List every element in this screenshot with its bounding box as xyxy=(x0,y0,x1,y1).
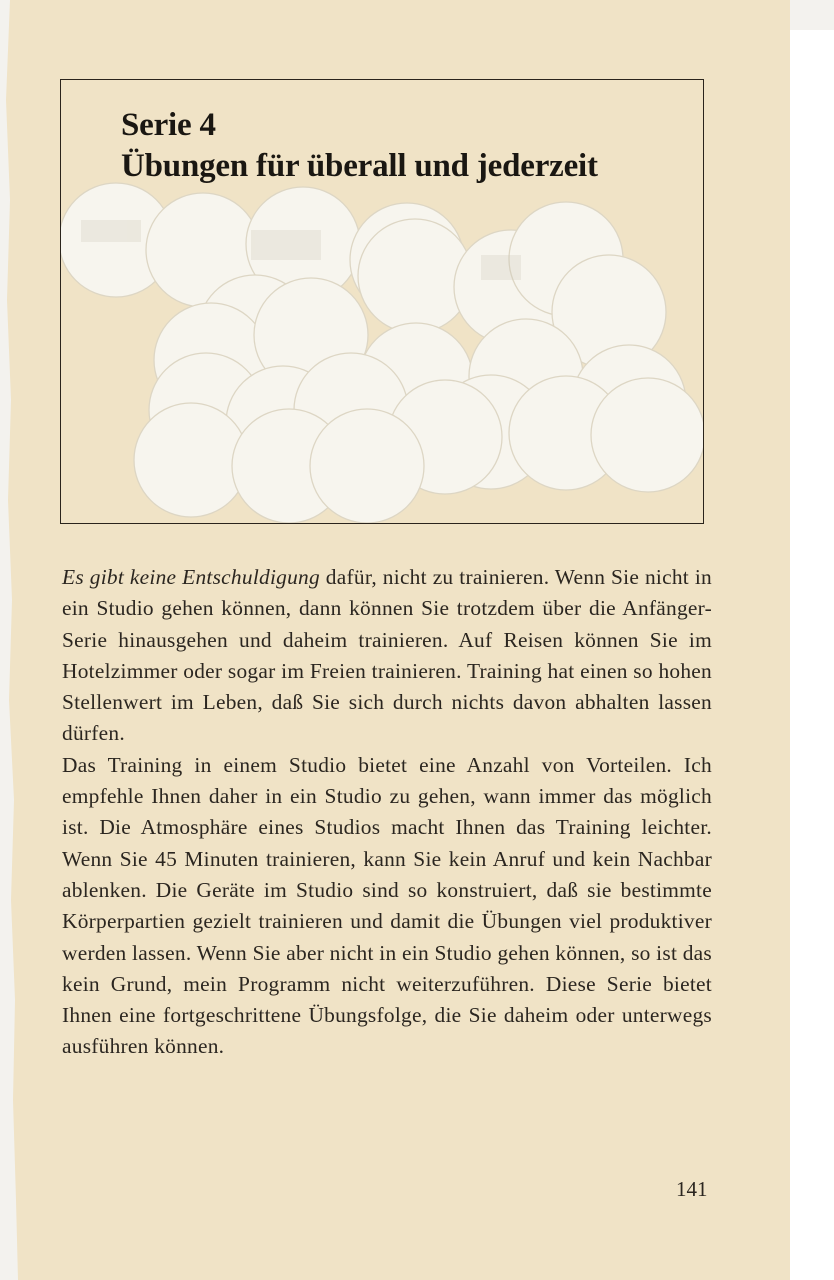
series-label: Serie 4 xyxy=(121,107,216,143)
paper-disc xyxy=(134,403,248,517)
paragraph-1 xyxy=(62,562,712,750)
chapter-title: Übungen für überall und jederzeit xyxy=(121,148,598,184)
paragraph-1-text: dafür, nicht zu trainieren. Wenn Sie nicht in ein Studio gehen können, dann können Sie trotzdem über die Anfänger-Serie hinausgehen und daheim trainieren. Auf Reisen können Sie im Hotelzimmer oder sogar im Freien trainieren. Training hat einen so hohen Stellenwert im Leben, daß Sie sich durch nichts davon abhalten lassen dürfen. xyxy=(62,565,712,746)
paper-discs-collage xyxy=(61,80,704,524)
paragraph-2: Das Training in einem Studio bietet eine Anzahl von Vorteilen. Ich empfehle Ihnen daher in ein Studio zu gehen, wann immer das möglich ist. Die Atmosphäre eines Studios macht Ihnen das Training leichter. Wenn Sie 45 Minuten trainieren, kann Sie kein Anruf und kein Nachbar ablenken. Die Geräte im Studio sind so konstruiert, daß sie bestimmte Körperpartien gezielt trainieren und damit die Übungen viel produktiver werden lassen. Wenn Sie aber nicht in ein Studio gehen können, so ist das kein Grund, mein Programm nicht weiterzuführen. Diese Serie bietet Ihnen eine fortgeschrittene Übungsfolge, die Sie daheim oder unterwegs ausführen können. xyxy=(62,752,713,1059)
paper-disc xyxy=(591,378,704,492)
paper-disc xyxy=(310,409,424,523)
emphasis-phrase: Es gibt keine Entschuldigung xyxy=(62,565,320,589)
chapter-header-box xyxy=(60,79,704,524)
page-number: 141 xyxy=(676,1177,708,1201)
body-text xyxy=(62,562,712,1063)
